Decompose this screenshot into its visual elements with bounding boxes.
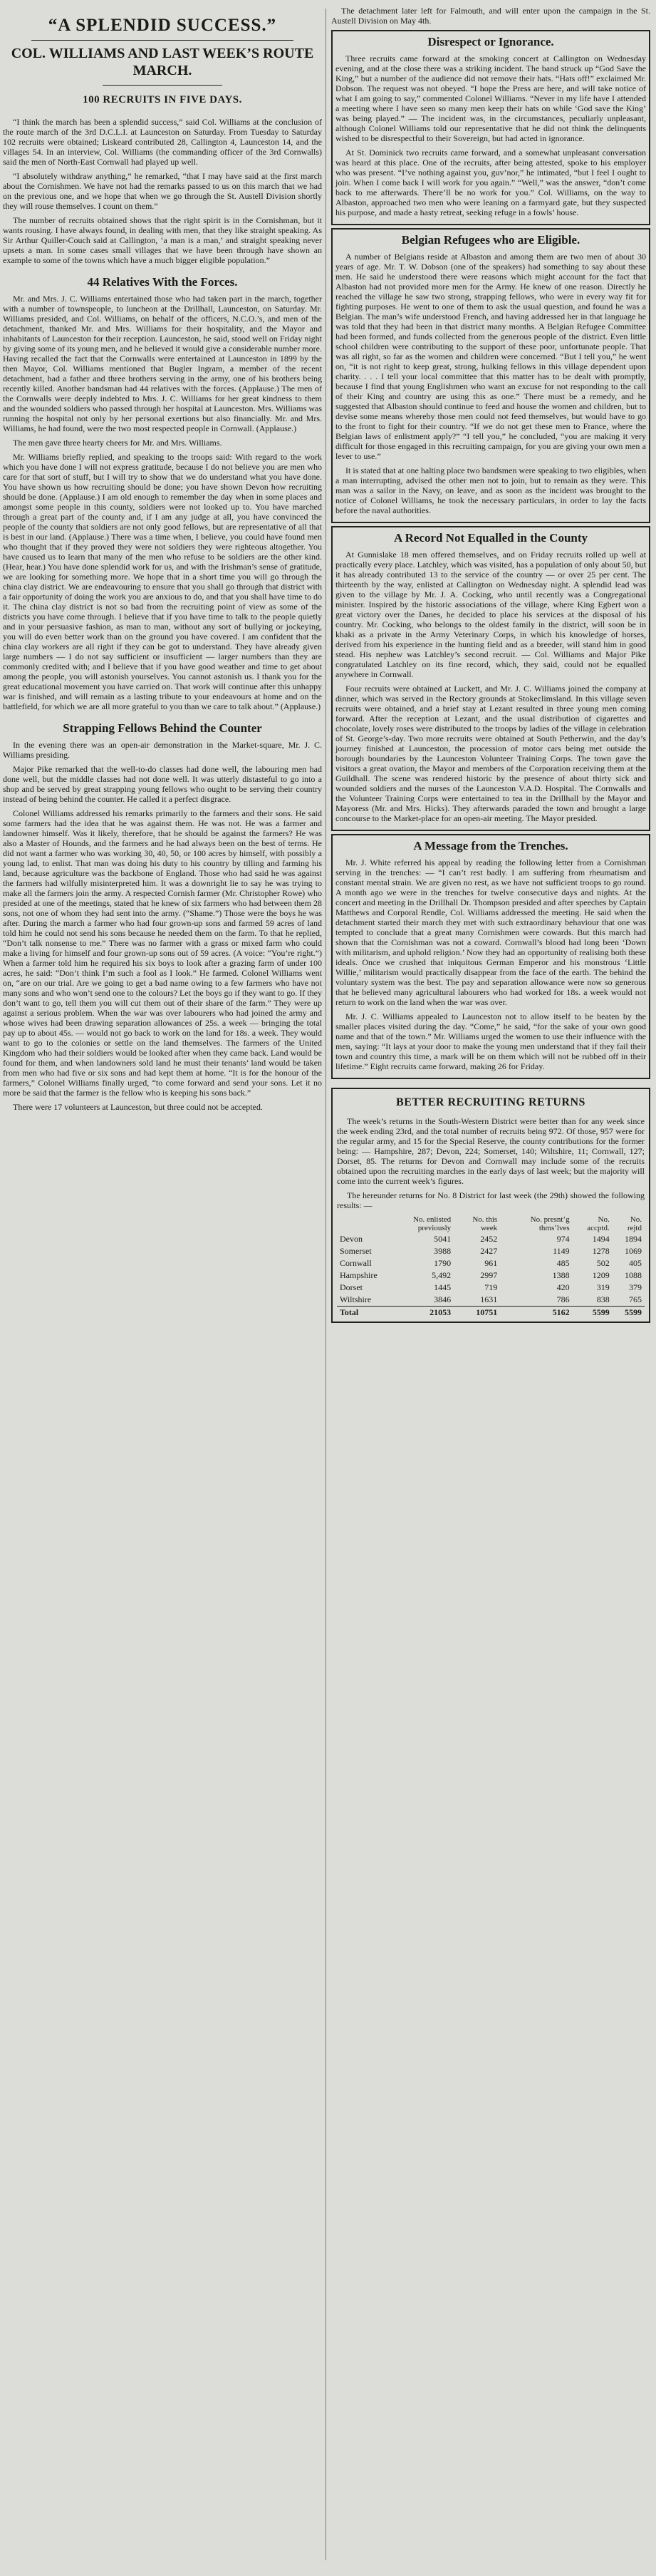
table-row: [337, 1294, 645, 1307]
results-header-row: [337, 1215, 645, 1233]
table-cell: 319: [596, 1282, 610, 1292]
table-cell: Dorset: [340, 1282, 363, 1292]
table-cell: 1388: [552, 1270, 570, 1280]
table-cell: 765: [629, 1294, 642, 1304]
section-title-trenches: A Message from the Trenches.: [413, 839, 568, 852]
table-cell: 379: [629, 1282, 642, 1292]
article-paragraph: Mr. J. C. Williams appealed to Launceston not to allow itself to be beaten by the smaller places visited during the day. “Come,” he said, “for the sake of your own good name and that of the town.” Mr. Williams urged the women to use their influence with the men, saying: “It lays at your door to make the young men understand that if they fail their town and country this time, a mark will be on them which will not be rubbed off in their lifetime.” Eight recruits came forward, making 26 for Friday.: [335, 1011, 646, 1071]
intro-paragraph: The number of recruits obtained shows that the right spirit is in the Cornishman, but it wants rousing. I have always found, in dealing with men, that they like straight speaking. As Sir Arthur Quiller-Couch said at Callington, ‘a man is a man,’ and straight speaking never upsets a man. In some cases small villages that we have been through have shown an example to some of the towns which have a much bigger eligible population.”: [3, 215, 322, 265]
results-paragraph: The hereunder returns for No. 8 District for last week (the 29th) showed the following results: —: [337, 1190, 645, 1210]
table-cell: 1790: [434, 1258, 452, 1268]
box-record: [331, 526, 650, 831]
total-cell: 5162: [500, 1307, 572, 1319]
table-cell: 5,492: [432, 1270, 452, 1280]
table-cell: Wiltshire: [340, 1294, 372, 1304]
article-paragraph: There were 17 volunteers at Launceston, but three could not be accepted.: [13, 1102, 263, 1112]
article-paragraph: Mr. J. White referred his appeal by reading the following letter from a Cornishman serving in the trenches: — “I can’t rest badly. I am suffering from rheumatism and constant mental strain. We are given no rest, as we have not sufficient troops to go round. A month ago we were in the trenches for twelve consecutive days and nights. At the concert and meeting in the Drillhall Dr. Thompson presided and after speeches by Captain Matthews and Corporal Rendle, Col. Williams addressed the meeting. He said when the detachment started their march they met with such extraordinary behaviour that one was tempted to conclude that a great many Cornishmen were cowards. But this march had shown that the Cornishman was not a coward. Cornwall’s blood had long been ‘Down with militarism, and uphold religion.’ Now they had an opportunity of realising both these ideals. Once we crushed that iniquitous German Emperor and his monstrous ‘Little Willie,’ militarism would practically disappear from the face of the earth. The behind the voluntary system was the best. The pay and separation allowance were now so generous that he believed many agricultural labourers who had worked for 18s. a week would not return to work on the land when the war was over.: [335, 857, 646, 1007]
box-trenches: [331, 834, 650, 1079]
kicker: 100 RECRUITS IN FIVE DAYS.: [83, 94, 242, 105]
table-cell: 1894: [625, 1234, 642, 1244]
total-cell: 5599: [573, 1307, 613, 1319]
results-table: [337, 1215, 645, 1319]
table-cell: Cornwall: [340, 1258, 372, 1268]
section-title-record: A Record Not Equalled in the County: [393, 531, 588, 545]
table-cell: 3988: [434, 1246, 452, 1256]
table-cell: 719: [484, 1282, 498, 1292]
table-cell: 502: [596, 1258, 610, 1268]
results-header-cell: No. rejtd: [627, 1215, 642, 1232]
intro-paragraph: “I think the march has been a splendid success,” said Col. Williams at the conclusion of the route march of the 3rd D.C.L.I. at Launceston on Saturday. From Tuesday to Saturday 102 recruits were obtained; Liskeard contributed 28, Callington 4, Launceston 14, and the villages 54. In an interview, Col. Williams (the commanding officer of the 3rd Cornwalls) said the men of North-East Cornwall had played up well.: [3, 117, 322, 167]
intro-paragraph: “I absolutely withdraw anything,” he remarked, “that I may have said at the first march about the Cornishmen. We have not had the remarks passed to us on this march that we had on the previous one, and we hope that when we go through the St. Austell Division shortly they will rouse themselves. I count on them.”: [3, 171, 322, 211]
section-title-belgian: Belgian Refugees who are Eligible.: [401, 233, 580, 247]
table-cell: 1149: [553, 1246, 570, 1256]
section-title-strapping: Strapping Fellows Behind the Counter: [63, 721, 262, 735]
article-paragraph: Three recruits came forward at the smoking concert at Callington on Wednesday evening, and at the close there was a striking incident. The band struck up “God Save the King,” but a number of the audience did not remove their hats. “Hats off!” exclaimed Mr. Dobson. The request was not obeyed. “I hope the Press are here, and will take notice of what I am going to say,” commented Colonel Williams. “Never in my life have I attended a meeting where I have seen so many men keep their hats on while ‘God save the King’ was being played.” — The incident was, in the circumstances, peculiarly unpleasant, although Colonel Williams told our representative that he did not think the delinquents wished to be disrespectful to their Sovereign, but had acted in ignorance.: [335, 53, 646, 143]
table-cell: 1631: [480, 1294, 498, 1304]
box-belgian: [331, 228, 650, 523]
total-cell: 21053: [380, 1307, 454, 1319]
table-cell: 2997: [480, 1270, 498, 1280]
table-cell: Somerset: [340, 1246, 372, 1256]
table-cell: 974: [556, 1234, 570, 1244]
table-cell: 5041: [434, 1234, 452, 1244]
headline-rule: [31, 40, 293, 41]
continuation-paragraph: The detachment later left for Falmouth, and will enter upon the campaign in the St. Austell Division on May 4th.: [331, 6, 650, 26]
table-row: [337, 1269, 645, 1282]
table-cell: 2452: [480, 1234, 498, 1244]
table-row: [337, 1257, 645, 1269]
table-cell: 2427: [480, 1246, 498, 1256]
table-cell: 1209: [592, 1270, 610, 1280]
article-paragraph: In the evening there was an open-air demonstration in the Market-square, Mr. J. C. Williams presiding.: [3, 740, 322, 760]
right-column: [331, 0, 650, 2576]
headline: “A SPLENDID SUCCESS.”: [48, 16, 277, 35]
results-header-cell: No. presnt’g thms’lves: [530, 1215, 570, 1232]
article-paragraph: Colonel Williams addressed his remarks primarily to the farmers and their sons. He said some farmers had the idea that he was against them. He was not. He was a farmer and landowner himself. Was it likely, therefore, that he should be against the farmers? He was also a Master of Hounds, and the farmers and he had always been on the best of terms. He did not want a farmer who was working 30, 40, 50, or 100 acres by himself, with possibly a young lad, to enlist. That man was doing his duty to his country by tilling and farming his land, because agriculture was the backbone of England. Those who had said he was against the farmers had wilfully misinterpreted him. It was a downright lie to say he was trying to make all the farmers join the army. A respected Cornish farmer (Mr. Christopher Rowe) who presided at one of the meetings, stated that he knew of six farmers who had between them 28 sons, not one of whom they had sent into the army. (“Shame.”) Those were the boys he was after. During the march a farmer who had four grown-up sons and farmed 59 acres of land told him he could not send his sons because he needed them on the farm. To that he replied, “Don’t talk nonsense to me.” There was no farmer with a grass or mixed farm who could make a living for himself and four grown-up sons out of 59 acres. (A voice: “You’re right.”) When a farmer told him he required his six boys to look after a grazing farm of under 100 acres, he said: “Don’t think I’m such a fool as I look.” He farmed. Colonel Williams went on, “are on our trial. Are we going to get a bad name owing to a few farmers who have not many sons and who won’t send one to the colours? Let the boys go if they want to go. If they don’t want to go, tell them you will cut them out of their share of the farm.” They were up against a serious problem. When the war was over labourers who had joined the army and whose wives had been drawing separation allowances of 25s. a week — bringing the total pay up to about 45s. — would not go back to work on the land for 18s. a week. They would want to go to the colonies or settle on the land themselves. The farmers of the United Kingdom who had their soldiers would be looked after when they came back. Land would be found for them, and when landowners sold land he must their tenants’ land would be taken from men who had five or six sons and had kept them at home. “It is for the honour of the farmers,” Colonel Williams finally urged, “to come forward and send your sons. Let it no more be said that the farmer is the fellow who is keeping his sons back.”: [3, 808, 322, 1098]
total-row: [337, 1307, 645, 1319]
table-cell: 3846: [434, 1294, 452, 1304]
article-paragraph: It is stated that at one halting place two bandsmen were speaking to two eligibles, when a man interrupting, advised the other men not to join, but to remain as they were. This man was a sailor in the Navy, on leave, and as soon as the incident was brought to the notice of Colonel Williams, he took the necessary particulars, in order to lay the facts before the naval authorities.: [335, 465, 646, 515]
table-cell: 1069: [625, 1246, 642, 1256]
subheadline: COL. WILLIAMS AND LAST WEEK’S ROUTE MARCH.: [11, 46, 314, 78]
table-cell: 838: [596, 1294, 610, 1304]
results-title: BETTER RECRUITING RETURNS: [396, 1096, 585, 1108]
article-paragraph: Four recruits were obtained at Luckett, and Mr. J. C. Williams joined the company at dinner, which was served in the Rectory grounds at Stokeclimsland. In this village seven recruits were obtained, and a brief stay at Lezant resulted in three young men coming forward. After the reception at Lezant, and the usual distribution of cigarettes and chocolate, lovely roses were distributed to the troops by ladies of the village in celebration of St. George’s-day. Two more recruits were obtained at South Petherwin, and the day’s journey finished at Launceston, the procession of motor cars being met outside the borough boundaries by the Launceston Volunteer Training Corps. The town gave the visitors a great ovation, the Mayor and members of the Corporation receiving them at the Guildhall. The scene was rendered historic by the presence of about thirty sick and wounded soldiers and the nurses of the Launceston V.A.D. Hospital. The Cornwalls and the Volunteer Training Corps were entertained to tea in the Drillhall by the Mayor and Mayoress (Mr. and Mrs. Hicks). They afterwards paraded the town and brought a large concourse to the Market-place for an open-air meeting. The Mayor presided.: [335, 684, 646, 823]
article-paragraph: Mr. Williams briefly replied, and speaking to the troops said: With regard to the work which you have done I will not express gratitude, because I do not believe you are men who care for that sort of stuff, but I will try to show that we do understand what you have done. You have shown us how recruiting should be done; you have shown Devon how recruiting should be done. (Applause.) I am old enough to remember the day when in some places and amongst some people in this county, soldiers were not looked up to. You have marched through a great part of the county and, if I am any judge at all, you have convinced the people of the county that soldiers are not only good fellows, but are representative of all that is best in our land. (Applause.) There was a time when, I believe, you could have found men who thought that if they proved they were not soldiers they were righteous altogether. You have caused us to learn that many of the men who refuse to be soldiers are the other kind. (Hear, hear.) You have done splendid work for us, and with the Irishman’s sense of gratitude, we are looking for something more. We hope that in a short time you will go through the china clay district. We are endeavouring to ensure that you shall go through that district with a fair opportunity of doing the work you are anxious to do, and that you shall have time to do it. The china clay district is not so bad from the recruiting point of view as some of the districts you have come through. I believe that if you have time to talk to the people quietly and in your persuasive fashion, as man to man, without any sort of bullying or jockeying, you will do even better work than on the ground you have covered. I am confident that the china clay workers are all right if they can be got to understand. They have already given large numbers — I do not say sufficient or insufficient — larger numbers than they are commonly credited with; and I believe that if you have good weather and time to get about among the people, you will astonish yourselves. You cannot astonish us. I thank you for the great educational movement you have carried on. That work will continue after this unhappy war is finished, and will remain as a lasting tribute to your endeavours at home and on the battlefield, for which we are all more grateful to you than we care to talk about.” (Applause.): [3, 452, 322, 711]
section-title-relatives: 44 Relatives With the Forces.: [87, 275, 238, 289]
total-cell: 10751: [454, 1307, 500, 1319]
table-cell: 961: [484, 1258, 498, 1268]
table-cell: 786: [556, 1294, 570, 1304]
total-cell: Total: [337, 1307, 380, 1319]
table-row: [337, 1233, 645, 1245]
results-header-cell: No. this week: [472, 1215, 498, 1232]
table-cell: 420: [556, 1282, 570, 1292]
subheadline-rule: [103, 85, 222, 86]
left-column: [3, 0, 322, 2576]
section-title-disrespect: Disrespect or Ignorance.: [427, 35, 554, 48]
table-cell: Devon: [340, 1234, 363, 1244]
article-paragraph: At Gunnislake 18 men offered themselves, and on Friday recruits rolled up well at practically every place. Latchley, which was visited, has a population of only about 50, but it has already contributed 13 to the service of the country — or over 25 per cent. The thirteenth by the way, enlisted at Callington on Wednesday night. A splendid lead was given to the village by Mr. J. A. Cocking, who until recently was a Congregational minister. Inspired by the historic associations of the village, where King Egbert won a great victory over the Danes, he decided to place his services at the disposal of his country. Mr. Cocking, who belongs to the oldest family in the district, will soon be in khaki as a private in the Army Veterinary Corps, in which his knowledge of horses, derived from his experience in the hunting field and as a breeder, will stand him in good stead. His nephew was Latchley’s second recruit. — Col. Williams and Major Pike congratulated Latchley on its fine record, which, they said, could not be equalled anywhere in Cornwall.: [335, 550, 646, 679]
box-disrespect: [331, 30, 650, 225]
results-header-cell: No. enlisted previously: [413, 1215, 452, 1232]
results-header-cell: [337, 1215, 380, 1233]
table-row: [337, 1282, 645, 1294]
results-box: [331, 1088, 650, 1323]
table-cell: 1088: [625, 1270, 642, 1280]
total-cell: 5599: [613, 1307, 645, 1319]
article-paragraph: The men gave three hearty cheers for Mr. and Mrs. Williams.: [13, 438, 222, 448]
table-cell: 1445: [434, 1282, 452, 1292]
table-cell: 485: [556, 1258, 570, 1268]
article-paragraph: A number of Belgians reside at Albaston and among them are two men of about 30 years of age. Mr. T. W. Dobson (one of the speakers) had something to say about these men. He said he understood there were reasons which might account for the fact that Albaston had not provided more men for the Army. He knew of one reason. Directly he reached the village he saw two strong, strapping fellows, who were in every way fit for fighting purposes. He went to one of them to ask the usual question, and found he was a Belgian. The man’s wife understood French, and having addressed her in that language he was told that they had been in that district many months. A Belgian Refugee Committee had been formed, and funds collected from the generous people of the district. Even little school children were contributing to the support of these poor, unfortunate people. That was all right, so far as the women and children were concerned. “But I tell you,” he went on, “it is not right to keep great, strong, hulking fellows in this village dependent upon charity. . . . I tell your local committee that this matter has to be dealt with promptly, because I find that young Englishmen who want an excuse for not responding to the call of their King and country are using this as one.” There must be a remedy, and he suggested that Albaston should continue to feed and house the women and children, but to devise some means whereby those men could not feed themselves, but would have to go to the front to fight for their country. “If we do not get these men to France, where the Belgian laws of enlistment apply?” “I tell you,” he concluded, “you are making it very difficult for those engaged in this recruiting campaign, for you are giving your own men a lever to use.”: [335, 252, 646, 461]
article-paragraph: Mr. and Mrs. J. C. Williams entertained those who had taken part in the march, together with a number of townspeople, to luncheon at the Drillhall, Launceston, on Saturday. Mr. Williams presided, and Col. Williams, on behalf of the officers, N.C.O.’s, and men of the detachment, thanked Mr. and Mrs. Williams for their hospitality, and the Mayor and inhabitants of Launceston for their reception. Launceston, he said, stood well on Friday night by giving some of its young men, and he believed it would give a considerable number more. Having recalled the fact that the Cornwalls were entertained at Launceston in 1899 by the then Mayor, Col. Williams mentioned that Bugler Ingram, a member of the recent detachment, had a father and three brothers serving in the army, one of his brothers being recently killed. Another bandsman had 44 relatives with the forces. (Applause.) The men of the Cornwalls were deeply indebted to Mrs. J. C. Williams for her great kindness to them and the wounded soldiers who passed through her hospital at Launceston. Mrs. Williams was running the hospital not only by her personal exertions but also financially. Mr. and Mrs. Williams, he had found, were the two most respected people in Cornwall. (Applause.): [3, 294, 322, 433]
table-row: [337, 1245, 645, 1257]
results-header-cell: No. accptd.: [587, 1215, 610, 1232]
table-cell: 1278: [592, 1246, 610, 1256]
table-cell: 1494: [592, 1234, 610, 1244]
table-cell: Hampshire: [340, 1270, 378, 1280]
article-paragraph: Major Pike remarked that the well-to-do classes had done well, the labouring men had done well, but the middle classes had not done well. It was utterly distasteful to go into a shop and be served by great strapping young fellows who ought to be serving their country instead of being behind the counter. He called it a perfect disgrace.: [3, 764, 322, 804]
table-cell: 405: [629, 1258, 642, 1268]
results-paragraph: The week’s returns in the South-Western District were better than for any week since the week ending 23rd, and the total number of recruits being 972. Of those, 957 were for the regular army, and 15 for the Special Reserve, the county contributions for the former being: — Hampshire, 287; Devon, 224; Somerset, 140; Wiltshire, 11; Cornwall, 127; Dorset, 85. The returns for Devon and Cornwall may include some of the recruits obtained upon the recruiting marches in the early days of last week; but the majority will come into the current week’s figures.: [337, 1116, 645, 1186]
article-paragraph: At St. Dominick two recruits came forward, and a somewhat unpleasant conversation was heard at this place. One of the recruits, after being attested, spoke to his employer who was present. “I’ve nothing against you, guv’nor,” he intimated, “but I feel I ought to join. When I come back I will work for you again.” “Well,” was the answer, “don’t come back to me afterwards. There’ll be no work for you.” Col. Williams, on the way to Albaston, approached two men who were leaning on a farmyard gate, but they suspected his purpose, and made a hasty retreat, seeking refuge in a fowls’ house.: [335, 148, 646, 217]
